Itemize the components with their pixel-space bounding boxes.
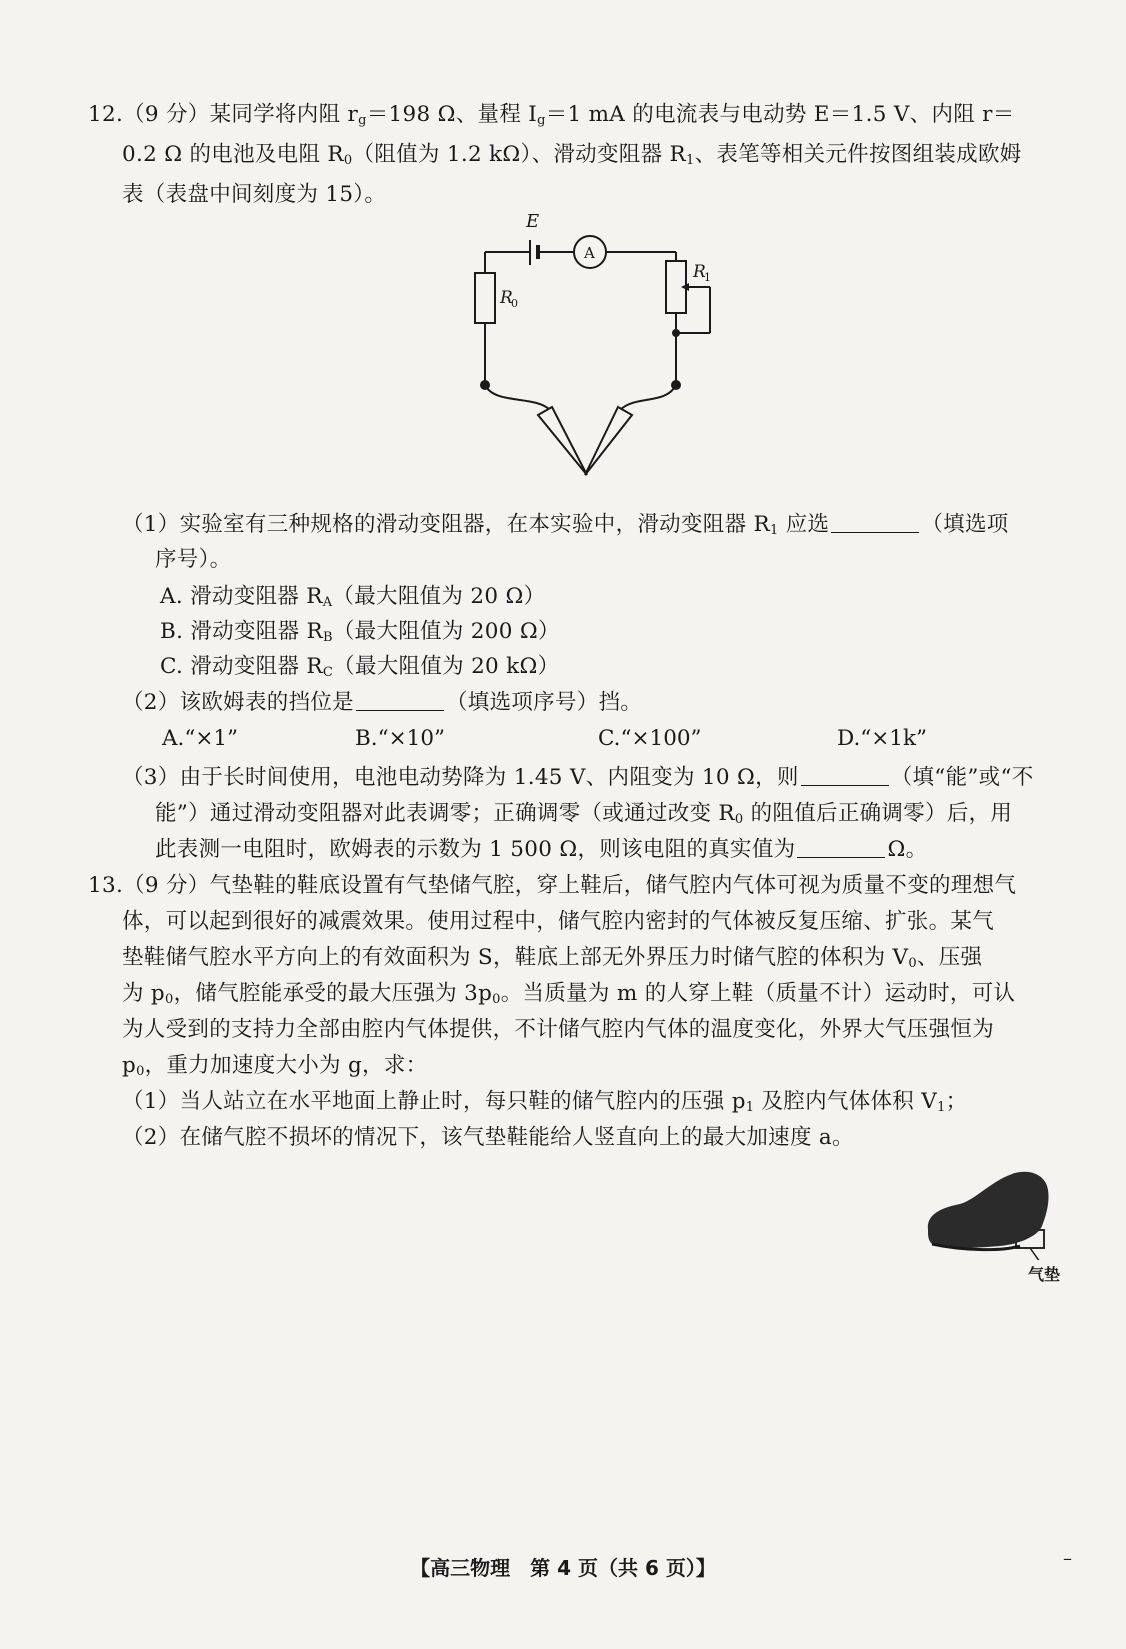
label-R0-sub: 0 xyxy=(511,297,518,310)
q13-line-1: 13.（9 分）气垫鞋的鞋底设置有气垫储气腔，穿上鞋后，储气腔内气体可视为质量不变的理想气 xyxy=(88,873,1017,898)
q12-line-3: 表（表盘中间刻度为 15）。 xyxy=(122,182,387,207)
q12-line-1: 12.（9 分）某同学将内阻 $r_g=198$ Ω、量程 $I_g=1$ mA 的电流表与电动势 E＝1.5 V、内阻 r＝ xyxy=(88,102,1015,128)
label-R0: R xyxy=(500,288,513,308)
q12-part2-option-a: A.“×1” xyxy=(162,726,239,751)
q13-line-6: $p_0$，重力加速度大小为 g，求： xyxy=(122,1053,428,1079)
q12-part3-line-3: 此表测一电阻时，欧姆表的示数为 1 500 Ω，则该电阻的真实值为 Ω。 xyxy=(155,837,928,862)
answer-blank-2[interactable] xyxy=(356,692,444,711)
q12-part2-line: （2）该欧姆表的挡位是 （填选项序号）挡。 xyxy=(122,690,643,715)
q12-part2-option-c: C.“×100” xyxy=(598,726,702,751)
q13-line-3: 垫鞋储气腔水平方向上的有效面积为 S，鞋底上部无外界压力时储气腔的体积为 $V_0$、压强 xyxy=(122,945,983,971)
air-cushion-shoe-illustration xyxy=(920,1160,1060,1260)
q13-line-4: 为 $p_0$，储气腔能承受的最大压强为 $3p_0$。当质量为 m 的人穿上鞋（质量不计）运动时，可认 xyxy=(122,981,1016,1007)
q12-part3-line-1: （3）由于长时间使用，电池电动势降为 1.45 V、内阻变为 10 Ω，则 （填“能”或“不 xyxy=(122,765,1034,790)
answer-blank-4[interactable] xyxy=(797,839,885,858)
q12-part1-line-2: 序号）。 xyxy=(155,547,232,572)
page-footer: 【高三物理 第 4 页（共 6 页）】 xyxy=(410,1556,716,1580)
q12-part2-option-d: D.“×1k” xyxy=(837,726,928,751)
corner-mark: – xyxy=(1063,1548,1072,1569)
q12-part1-option-a: A. 滑动变阻器 $R_A$（最大阻值为 20 Ω） xyxy=(160,584,546,610)
answer-blank-1[interactable] xyxy=(831,514,919,533)
q12-part3-line-2: 能”）通过滑动变阻器对此表调零；正确调零（或通过改变 $R_0$ 的阻值后正确调零）后，用 xyxy=(155,801,1013,827)
terminal-dot-right xyxy=(671,380,681,390)
q13-sub-question-2: （2）在储气腔不损坏的情况下，该气垫鞋能给人竖直向上的最大加速度 a。 xyxy=(122,1125,854,1150)
q13-line-2: 体，可以起到很好的减震效果。使用过程中，储气腔内密封的气体被反复压缩、扩张。某气 xyxy=(122,909,995,934)
label-E: E xyxy=(526,211,540,232)
ammeter-label: A xyxy=(584,244,595,262)
q12-line-2: 0.2 Ω 的电池及电阻 $R_0$（阻值为 1.2 kΩ）、滑动变阻器 $R_1$、表笔等相关元件按图组装成欧姆 xyxy=(122,142,1022,168)
q12-part1-option-b: B. 滑动变阻器 $R_B$（最大阻值为 200 Ω） xyxy=(160,619,560,645)
q12-part2-option-b: B.“×10” xyxy=(355,726,445,751)
terminal-dot-left xyxy=(480,380,490,390)
ohmmeter-circuit-diagram xyxy=(440,205,740,505)
q13-line-5: 为人受到的支持力全部由腔内气体提供，不计储气腔内气体的温度变化，外界大气压强恒为 xyxy=(122,1017,995,1042)
answer-blank-3[interactable] xyxy=(801,767,889,786)
q12-part1-line-1: （1）实验室有三种规格的滑动变阻器，在本实验中，滑动变阻器 $R_1$ 应选 （填选项 xyxy=(122,512,1009,538)
shoe-caption: 气垫 xyxy=(1028,1265,1061,1284)
q13-sub-question-1: （1）当人站立在水平地面上静止时，每只鞋的储气腔内的压强 $p_1$ 及腔内气体体积 $V_1$； xyxy=(122,1089,968,1115)
label-R1-sub: 1 xyxy=(704,271,711,284)
label-R1: R xyxy=(693,262,706,282)
q12-part1-option-c: C. 滑动变阻器 $R_C$（最大阻值为 20 kΩ） xyxy=(160,654,560,680)
